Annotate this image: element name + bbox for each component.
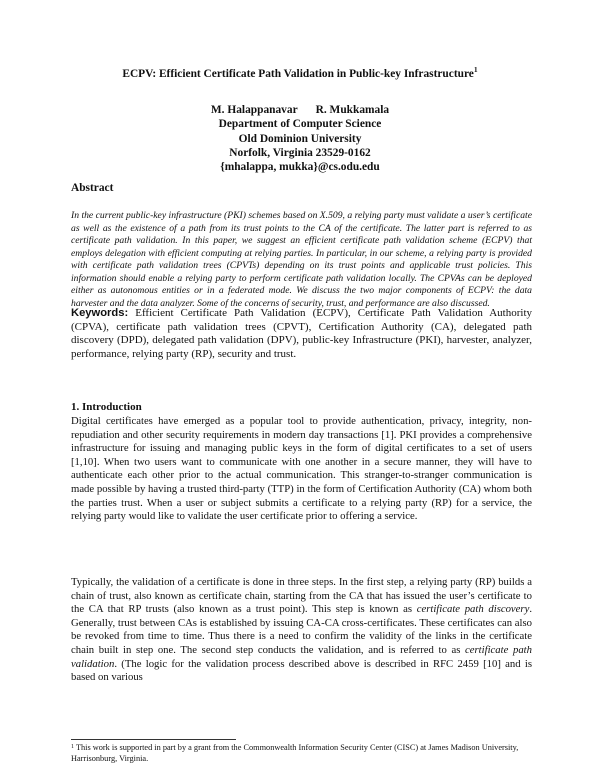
university: Old Dominion University (238, 132, 362, 145)
introduction-heading: 1. Introduction (71, 401, 142, 413)
keywords-paragraph (71, 307, 532, 361)
paper-title (0, 65, 600, 80)
abstract-text: In the current public-key infrastructure (PKI) schemes based on X.509, a relying party must validate a user’s certificate as well as the existence of a path from its trust points to the CA of the certificate. The latter part is referred to as certificate path validation. In this paper, we suggest an efficient certificate path validation scheme (ECPV) that employs delegation with efficient computing at relying parties. In particular, in our scheme, a relying party is provided with certificate path validation trees (CPVTs) depending on its trust points and applicable trust policies. This information should enable a relying party to perform certificate path validation locally. The CPVAs can be deployed either as autonomous entities or in a federated mode. We discuss the two major components of ECPV: the data harvester and the data analyzer. Some of the concerns of security, trust, and performance are also discussed. (71, 210, 532, 309)
footnote (71, 743, 532, 764)
footnote-divider (71, 739, 236, 740)
intro-p2-part1: Typically, the validation of a certificate is done in three steps. In the first step, a relying party (RP) builds a chain of trust, also known as certificate chain, starting from the CA that has issued the user’s certificate to the CA that RP trusts (also known as a trust point). This step is known as (71, 576, 532, 616)
author-2: R. Mukkamala (315, 104, 390, 116)
author-1: M. Halappanavar (210, 104, 298, 116)
footnote-mark: 1 (71, 744, 74, 750)
title-footnote-mark: 1 (473, 65, 478, 74)
keywords-label: Keywords: (71, 307, 129, 319)
author-email: {mhalappa, mukka}@cs.odu.edu (220, 161, 380, 174)
location: Norfolk, Virginia 23529-0162 (229, 146, 371, 159)
intro-paragraph-2 (71, 576, 532, 685)
intro-p2-emphasis-2: certificate path validation (71, 643, 532, 670)
paper-title-text: ECPV: Efficient Certificate Path Validation in Public-key Infrastructure (122, 68, 474, 80)
intro-paragraph-1: Digital certificates have emerged as a popular tool to provide authentication, privacy, integrity, non-repudiation and other security requirements in modern day transactions [1]. PKI provides a comprehensive infrastructure for issuing and managing public keys in the form of digital certificates to a set of users [1,10]. When two users want to communicate with one another in a secure manner, they will have to authenticate each other prior to the actual communication. This stranger-to-stranger communication is made possible by having a trusted third-party (TTP) in the form of Certification Authority (CA) whom both the parties trust. When a user or subject submits a certificate to a relying party (RP) for a service, the relying party would like to validate the user certificate prior to offering a service. (71, 415, 532, 523)
intro-p2-emphasis-1: certificate path discovery (416, 603, 530, 616)
intro-p2-part3: . (The logic for the validation process described above is described in RFC 2459 [10] and is based on various (71, 657, 532, 684)
keywords-text: Efficient Certificate Path Validation (ECPV), Certificate Path Validation Authority (CPVA), certificate path validation trees (CPVT), Certification Authority (CA), delegated path discovery (DPD), delegated path validation (DPV), public-key Infrastructure (PKI), harvester, analyzer, performance, relying party (RP), security and trust. (71, 307, 533, 360)
intro-p2-part2: . Generally, trust between CAs is established by issuing CA-CA cross-certificates. These certificates can also be revoked from time to time. Thus there is a need to confirm the validity of the links in the certificate chain built in step one. The second step conducts the validation, and is referred to as (71, 603, 532, 656)
author-names (0, 103, 600, 117)
footnote-text: This work is supported in part by a grant from the Commonwealth Information Security Center (CISC) at James Madison University, Harrisonburg, Virginia. (71, 743, 519, 763)
department: Department of Computer Science (218, 118, 382, 131)
author-block (0, 103, 600, 174)
abstract-heading: Abstract (71, 182, 114, 194)
